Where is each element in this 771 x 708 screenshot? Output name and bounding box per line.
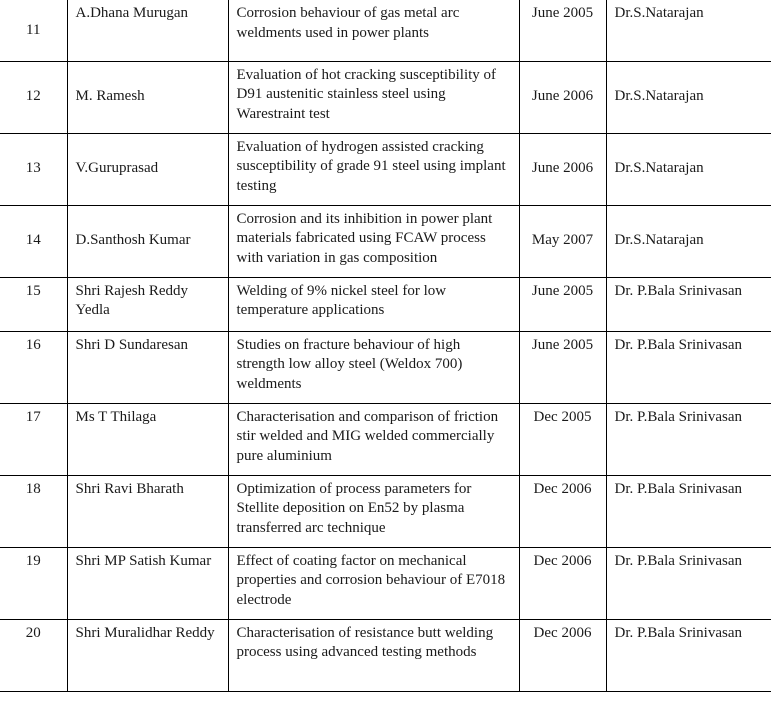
row-number: 20 xyxy=(0,619,67,691)
guide-name: Dr.S.Natarajan xyxy=(606,61,771,133)
completion-date: June 2005 xyxy=(519,0,606,61)
completion-date: Dec 2006 xyxy=(519,619,606,691)
completion-date: Dec 2005 xyxy=(519,403,606,475)
guide-name: Dr.S.Natarajan xyxy=(606,0,771,61)
student-name: M. Ramesh xyxy=(67,61,228,133)
student-name: Ms T Thilaga xyxy=(67,403,228,475)
row-number: 13 xyxy=(0,133,67,205)
row-number: 15 xyxy=(0,277,67,331)
table-row xyxy=(0,61,771,133)
guide-name: Dr. P.Bala Srinivasan xyxy=(606,331,771,403)
completion-date: May 2007 xyxy=(519,205,606,277)
student-name: Shri Ravi Bharath xyxy=(67,475,228,547)
table-row xyxy=(0,547,771,619)
student-name: Shri D Sundaresan xyxy=(67,331,228,403)
thesis-title: Corrosion behaviour of gas metal arc weldments used in power plants xyxy=(228,0,519,61)
row-number: 19 xyxy=(0,547,67,619)
table-row xyxy=(0,277,771,331)
thesis-title: Evaluation of hot cracking susceptibility of D91 austenitic stainless steel using Warestraint test xyxy=(228,61,519,133)
completion-date: June 2005 xyxy=(519,277,606,331)
student-name: D.Santhosh Kumar xyxy=(67,205,228,277)
thesis-title: Studies on fracture behaviour of high strength low alloy steel (Weldox 700) weldments xyxy=(228,331,519,403)
completion-date: June 2005 xyxy=(519,331,606,403)
row-number: 16 xyxy=(0,331,67,403)
student-name: Shri Muralidhar Reddy xyxy=(67,619,228,691)
thesis-title: Characterisation of resistance butt welding process using advanced testing methods xyxy=(228,619,519,691)
completion-date: Dec 2006 xyxy=(519,547,606,619)
table-row xyxy=(0,0,771,61)
student-name: Shri MP Satish Kumar xyxy=(67,547,228,619)
table-row xyxy=(0,619,771,691)
guide-name: Dr. P.Bala Srinivasan xyxy=(606,619,771,691)
row-number: 12 xyxy=(0,61,67,133)
table-row xyxy=(0,475,771,547)
row-number: 17 xyxy=(0,403,67,475)
guide-name: Dr. P.Bala Srinivasan xyxy=(606,277,771,331)
table-row xyxy=(0,403,771,475)
row-number: 14 xyxy=(0,205,67,277)
guide-name: Dr. P.Bala Srinivasan xyxy=(606,547,771,619)
thesis-title: Optimization of process parameters for Stellite deposition on En52 by plasma transferred arc technique xyxy=(228,475,519,547)
table-row xyxy=(0,205,771,277)
guide-name: Dr. P.Bala Srinivasan xyxy=(606,475,771,547)
guide-name: Dr.S.Natarajan xyxy=(606,133,771,205)
thesis-title: Corrosion and its inhibition in power plant materials fabricated using FCAW process with variation in gas composition xyxy=(228,205,519,277)
row-number: 11 xyxy=(0,0,67,61)
completion-date: Dec 2006 xyxy=(519,475,606,547)
completion-date: June 2006 xyxy=(519,61,606,133)
student-name: Shri Rajesh Reddy Yedla xyxy=(67,277,228,331)
thesis-title: Effect of coating factor on mechanical properties and corrosion behaviour of E7018 electrode xyxy=(228,547,519,619)
row-number: 18 xyxy=(0,475,67,547)
guide-name: Dr.S.Natarajan xyxy=(606,205,771,277)
student-name: A.Dhana Murugan xyxy=(67,0,228,61)
thesis-title: Welding of 9% nickel steel for low temperature applications xyxy=(228,277,519,331)
student-name: V.Guruprasad xyxy=(67,133,228,205)
thesis-title: Evaluation of hydrogen assisted cracking susceptibility of grade 91 steel using implant testing xyxy=(228,133,519,205)
thesis-title: Characterisation and comparison of friction stir welded and MIG welded commercially pure aluminium xyxy=(228,403,519,475)
table-row xyxy=(0,133,771,205)
guide-name: Dr. P.Bala Srinivasan xyxy=(606,403,771,475)
completion-date: June 2006 xyxy=(519,133,606,205)
table-row xyxy=(0,331,771,403)
